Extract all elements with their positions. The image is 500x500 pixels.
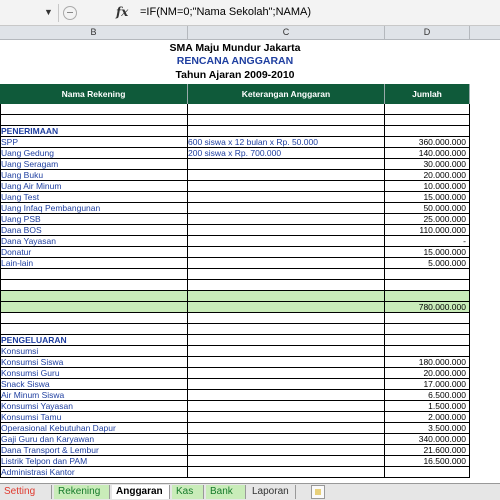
cell-name[interactable]: Konsumsi Siswa [0, 357, 188, 368]
table-row [0, 137, 500, 148]
cell-name[interactable] [0, 313, 188, 324]
cell-amount[interactable]: 10.000.000 [385, 181, 470, 192]
cell-name[interactable]: SPP [0, 137, 188, 148]
cell-amount[interactable]: 110.000.000 [385, 225, 470, 236]
table-row [0, 412, 500, 423]
cell-description[interactable] [188, 203, 385, 214]
cell-amount[interactable] [385, 269, 470, 280]
cell-description[interactable] [188, 379, 385, 390]
cell-amount[interactable]: 21.600.000 [385, 445, 470, 456]
cell-name[interactable] [0, 104, 188, 115]
cell-name[interactable]: Konsumsi Yayasan [0, 401, 188, 412]
header-jumlah[interactable]: Jumlah [385, 84, 470, 104]
cell-name[interactable]: Dana Yayasan [0, 236, 188, 247]
section-row-pengeluaran [0, 335, 500, 346]
cell-name[interactable]: Gaji Guru dan Karyawan [0, 434, 188, 445]
table-row [0, 467, 500, 478]
cell-description[interactable] [188, 258, 385, 269]
blank-row [0, 104, 500, 115]
cell-name[interactable] [0, 269, 188, 280]
cell-name[interactable]: Uang Gedung [0, 148, 188, 159]
blank-row [0, 291, 500, 302]
table-row [0, 456, 500, 467]
cell-name[interactable] [0, 280, 188, 291]
blank-row [0, 115, 500, 126]
cell-name[interactable]: Uang Seragam [0, 159, 188, 170]
cell-amount[interactable] [385, 467, 470, 478]
cell-name[interactable]: PENERIMAAN [0, 126, 188, 137]
cell-description[interactable] [188, 313, 385, 324]
cell-description[interactable] [188, 445, 385, 456]
table-row [0, 181, 500, 192]
table-row [0, 357, 500, 368]
cell-description[interactable] [188, 368, 385, 379]
table-row [0, 390, 500, 401]
academic-year: Tahun Ajaran 2009-2010 [175, 69, 295, 81]
tab-rekening[interactable]: Rekening [54, 485, 110, 499]
column-header-c[interactable]: C [188, 26, 385, 39]
table-row [0, 148, 500, 159]
cell-name[interactable]: Dana Transport & Lembur [0, 445, 188, 456]
table-row [0, 445, 500, 456]
table-row [0, 423, 500, 434]
blank-row [0, 324, 500, 335]
cell-description[interactable] [188, 324, 385, 335]
cell-amount[interactable]: 1.500.000 [385, 401, 470, 412]
tab-setting[interactable]: Setting [0, 485, 52, 499]
cell-amount[interactable]: 3.500.000 [385, 423, 470, 434]
cell-description[interactable]: 600 siswa x 12 bulan x Rp. 50.000 [188, 137, 385, 148]
new-sheet-icon[interactable] [311, 485, 325, 499]
cell-description[interactable] [188, 247, 385, 258]
cell-name[interactable] [0, 115, 188, 126]
cell-description[interactable] [188, 170, 385, 181]
cell-description[interactable] [188, 115, 385, 126]
school-title: SMA Maju Mundur Jakarta [169, 42, 301, 54]
cell-description[interactable] [188, 335, 385, 346]
cell-amount[interactable]: 780.000.000 [385, 302, 470, 313]
cell-description[interactable] [188, 236, 385, 247]
cell-amount[interactable]: 180.000.000 [385, 357, 470, 368]
cell-amount[interactable]: 15.000.000 [385, 192, 470, 203]
cell-amount[interactable]: 15.000.000 [385, 247, 470, 258]
cell-description[interactable] [188, 104, 385, 115]
cell-description[interactable] [188, 225, 385, 236]
cell-name[interactable]: Air Minum Siswa [0, 390, 188, 401]
budget-subtitle: RENCANA ANGGARAN [176, 55, 294, 67]
table-row [0, 203, 500, 214]
cell-name[interactable] [0, 291, 188, 302]
total-row [0, 302, 500, 313]
cell-description[interactable] [188, 291, 385, 302]
cell-name[interactable]: Listrik Telpon dan PAM [0, 456, 188, 467]
spreadsheet-grid[interactable] [0, 40, 500, 483]
table-row [0, 159, 500, 170]
cell-amount[interactable]: 20.000.000 [385, 368, 470, 379]
cell-amount[interactable]: 25.000.000 [385, 214, 470, 225]
cell-name[interactable] [0, 302, 188, 313]
cell-amount[interactable]: 20.000.000 [385, 170, 470, 181]
cell-description[interactable] [188, 346, 385, 357]
table-row [0, 225, 500, 236]
cell-amount[interactable] [385, 280, 470, 291]
cell-name[interactable]: Konsumsi Tamu [0, 412, 188, 423]
column-header-b[interactable]: B [0, 26, 188, 39]
table-row [0, 401, 500, 412]
cell-description[interactable] [188, 467, 385, 478]
cell-name[interactable]: PENGELUARAN [0, 335, 188, 346]
column-header-d[interactable]: D [385, 26, 470, 39]
blank-row [0, 280, 500, 291]
cell-description[interactable] [188, 434, 385, 445]
tab-bank[interactable]: Bank [206, 485, 246, 499]
cell-amount[interactable]: 16.500.000 [385, 456, 470, 467]
cell-amount[interactable]: 5.000.000 [385, 258, 470, 269]
blank-row [0, 269, 500, 280]
table-row [0, 258, 500, 269]
cell-name[interactable]: Dana BOS [0, 225, 188, 236]
cell-name[interactable]: Konsumsi [0, 346, 188, 357]
cell-amount[interactable]: 140.000.000 [385, 148, 470, 159]
cell-amount[interactable] [385, 126, 470, 137]
cell-amount[interactable]: 6.500.000 [385, 390, 470, 401]
cell-name[interactable]: Administrasi Kantor [0, 467, 188, 478]
table-row [0, 214, 500, 225]
cell-name[interactable]: Uang Infaq Pembangunan [0, 203, 188, 214]
cell-description[interactable] [188, 357, 385, 368]
cell-name[interactable]: Uang Buku [0, 170, 188, 181]
tab-laporan[interactable]: Laporan [248, 485, 296, 499]
zoom-icon[interactable] [63, 6, 77, 20]
formula-bar-divider [58, 4, 59, 22]
cell-description[interactable] [188, 456, 385, 467]
section-row-penerimaan [0, 126, 500, 137]
column-headers [0, 26, 500, 40]
cell-description[interactable] [188, 159, 385, 170]
cell-name[interactable]: Lain-lain [0, 258, 188, 269]
table-row [0, 170, 500, 181]
table-row [0, 192, 500, 203]
tab-kas[interactable]: Kas [172, 485, 204, 499]
cell-description[interactable]: 200 siswa x Rp. 700.000 [188, 148, 385, 159]
cell-description[interactable] [188, 401, 385, 412]
cell-description[interactable] [188, 126, 385, 137]
cell-description[interactable] [188, 423, 385, 434]
cell-amount[interactable] [385, 346, 470, 357]
cell-name[interactable]: Snack Siswa [0, 379, 188, 390]
cell-name[interactable]: Uang Air Minum [0, 181, 188, 192]
table-row [0, 368, 500, 379]
cell-description[interactable] [188, 390, 385, 401]
cell-amount[interactable] [385, 291, 470, 302]
cell-description[interactable] [188, 214, 385, 225]
fx-icon[interactable]: fx [116, 5, 129, 19]
header-keterangan-anggaran[interactable]: Keterangan Anggaran [188, 84, 385, 104]
cell-description[interactable] [188, 269, 385, 280]
sheet-tabs [0, 483, 500, 500]
cell-amount[interactable] [385, 313, 470, 324]
cell-amount[interactable] [385, 324, 470, 335]
cell-amount[interactable]: 30.000.000 [385, 159, 470, 170]
cell-description[interactable] [188, 280, 385, 291]
table-header [0, 84, 470, 104]
cell-name[interactable]: Uang PSB [0, 214, 188, 225]
cell-amount[interactable]: 360.000.000 [385, 137, 470, 148]
cell-name[interactable]: Operasional Kebutuhan Dapur [0, 423, 188, 434]
table-row [0, 346, 500, 357]
cell-name[interactable]: Donatur [0, 247, 188, 258]
table-row [0, 379, 500, 390]
cell-name[interactable] [0, 324, 188, 335]
tab-anggaran[interactable]: Anggaran [112, 485, 170, 499]
blank-row [0, 313, 500, 324]
cell-description[interactable] [188, 181, 385, 192]
table-row [0, 247, 500, 258]
formula-bar [0, 0, 500, 26]
cell-amount[interactable]: 340.000.000 [385, 434, 470, 445]
cell-amount[interactable]: 17.000.000 [385, 379, 470, 390]
cell-name[interactable]: Konsumsi Guru [0, 368, 188, 379]
table-row [0, 434, 500, 445]
cell-amount[interactable] [385, 104, 470, 115]
cell-amount[interactable]: 2.000.000 [385, 412, 470, 423]
cell-description[interactable] [188, 192, 385, 203]
cell-name[interactable]: Uang Test [0, 192, 188, 203]
cell-description[interactable] [188, 302, 385, 313]
formula-input[interactable]: =IF(NM=0;"Nama Sekolah";NAMA) [140, 6, 312, 18]
cell-amount[interactable]: - [385, 236, 470, 247]
cell-amount[interactable] [385, 335, 470, 346]
cell-description[interactable] [188, 412, 385, 423]
table-row [0, 236, 500, 247]
chevron-down-icon[interactable]: ▼ [44, 7, 53, 17]
cell-amount[interactable]: 50.000.000 [385, 203, 470, 214]
cell-amount[interactable] [385, 115, 470, 126]
header-nama-rekening[interactable]: Nama Rekening [0, 84, 188, 104]
